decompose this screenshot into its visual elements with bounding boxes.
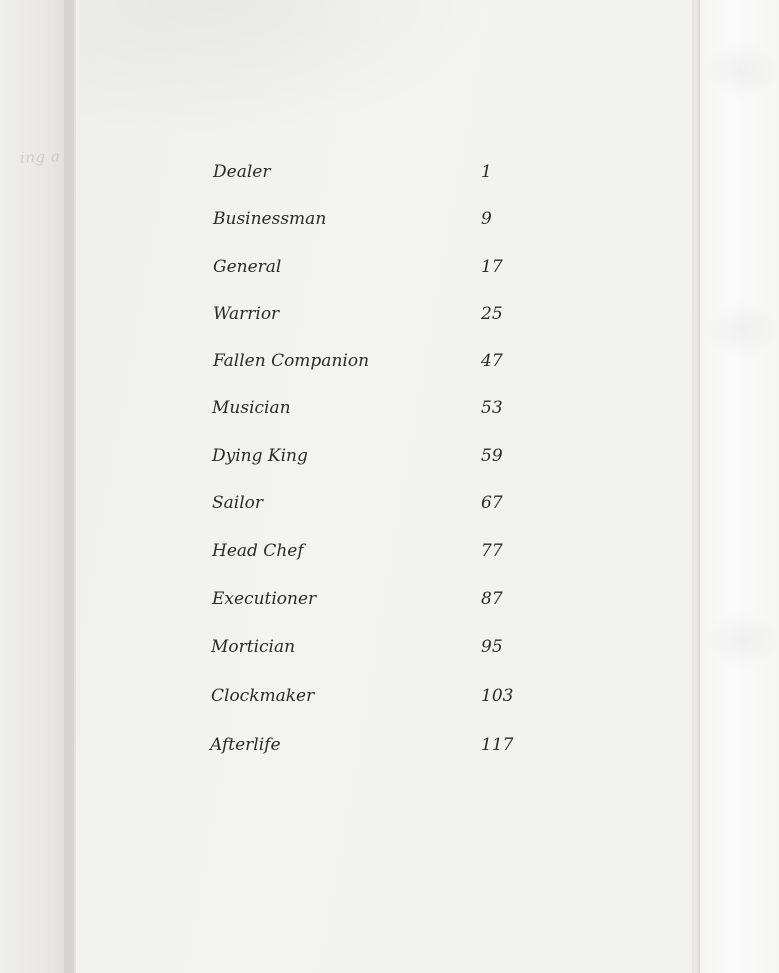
- toc-entry: [0, 733, 779, 761]
- toc-entry-page-number: 1: [481, 162, 492, 182]
- toc-entry-page-number: 53: [481, 398, 503, 418]
- toc-entry: [0, 396, 779, 424]
- toc-entry-title: Executioner: [212, 589, 317, 609]
- toc-entry: [0, 539, 779, 567]
- toc-entry: [0, 302, 779, 330]
- toc-entry-title: Sailor: [212, 493, 264, 513]
- toc-entry-title: Fallen Companion: [213, 351, 370, 371]
- toc-entry: [0, 255, 779, 283]
- toc-entry-title: Businessman: [213, 209, 327, 229]
- toc-entry: [0, 635, 779, 663]
- toc-entry-page-number: 59: [481, 446, 503, 466]
- toc-entry-page-number: 77: [481, 541, 503, 561]
- left-page-bleed-through-text: ing a: [19, 147, 61, 167]
- toc-entry-title: Warrior: [213, 304, 280, 324]
- toc-entry: [0, 207, 779, 235]
- toc-entry-title: Head Chef: [212, 541, 304, 561]
- toc-entry-title: Mortician: [211, 637, 296, 657]
- toc-entry: [0, 587, 779, 615]
- toc-entry-page-number: 67: [481, 493, 503, 513]
- toc-entry: [0, 491, 779, 519]
- toc-entry-title: Musician: [212, 398, 291, 418]
- toc-entry-page-number: 25: [481, 304, 503, 324]
- toc-entry-title: Afterlife: [210, 735, 281, 755]
- toc-entry-page-number: 17: [481, 257, 503, 277]
- toc-entry-title: Clockmaker: [211, 686, 315, 706]
- toc-entry-title: Dying King: [212, 446, 308, 466]
- toc-entry-title: General: [213, 257, 282, 277]
- toc-entry: [0, 684, 779, 712]
- toc-entry-page-number: 9: [481, 209, 492, 229]
- toc-entry-page-number: 117: [481, 735, 514, 755]
- toc-entry: [0, 444, 779, 472]
- toc-entry-page-number: 87: [481, 589, 503, 609]
- toc-entry: [0, 160, 779, 188]
- toc-entry-page-number: 103: [481, 686, 514, 706]
- toc-entry-title: Dealer: [213, 162, 271, 182]
- toc-entry-page-number: 95: [481, 637, 503, 657]
- toc-entry: [0, 349, 779, 377]
- toc-entry-page-number: 47: [481, 351, 503, 371]
